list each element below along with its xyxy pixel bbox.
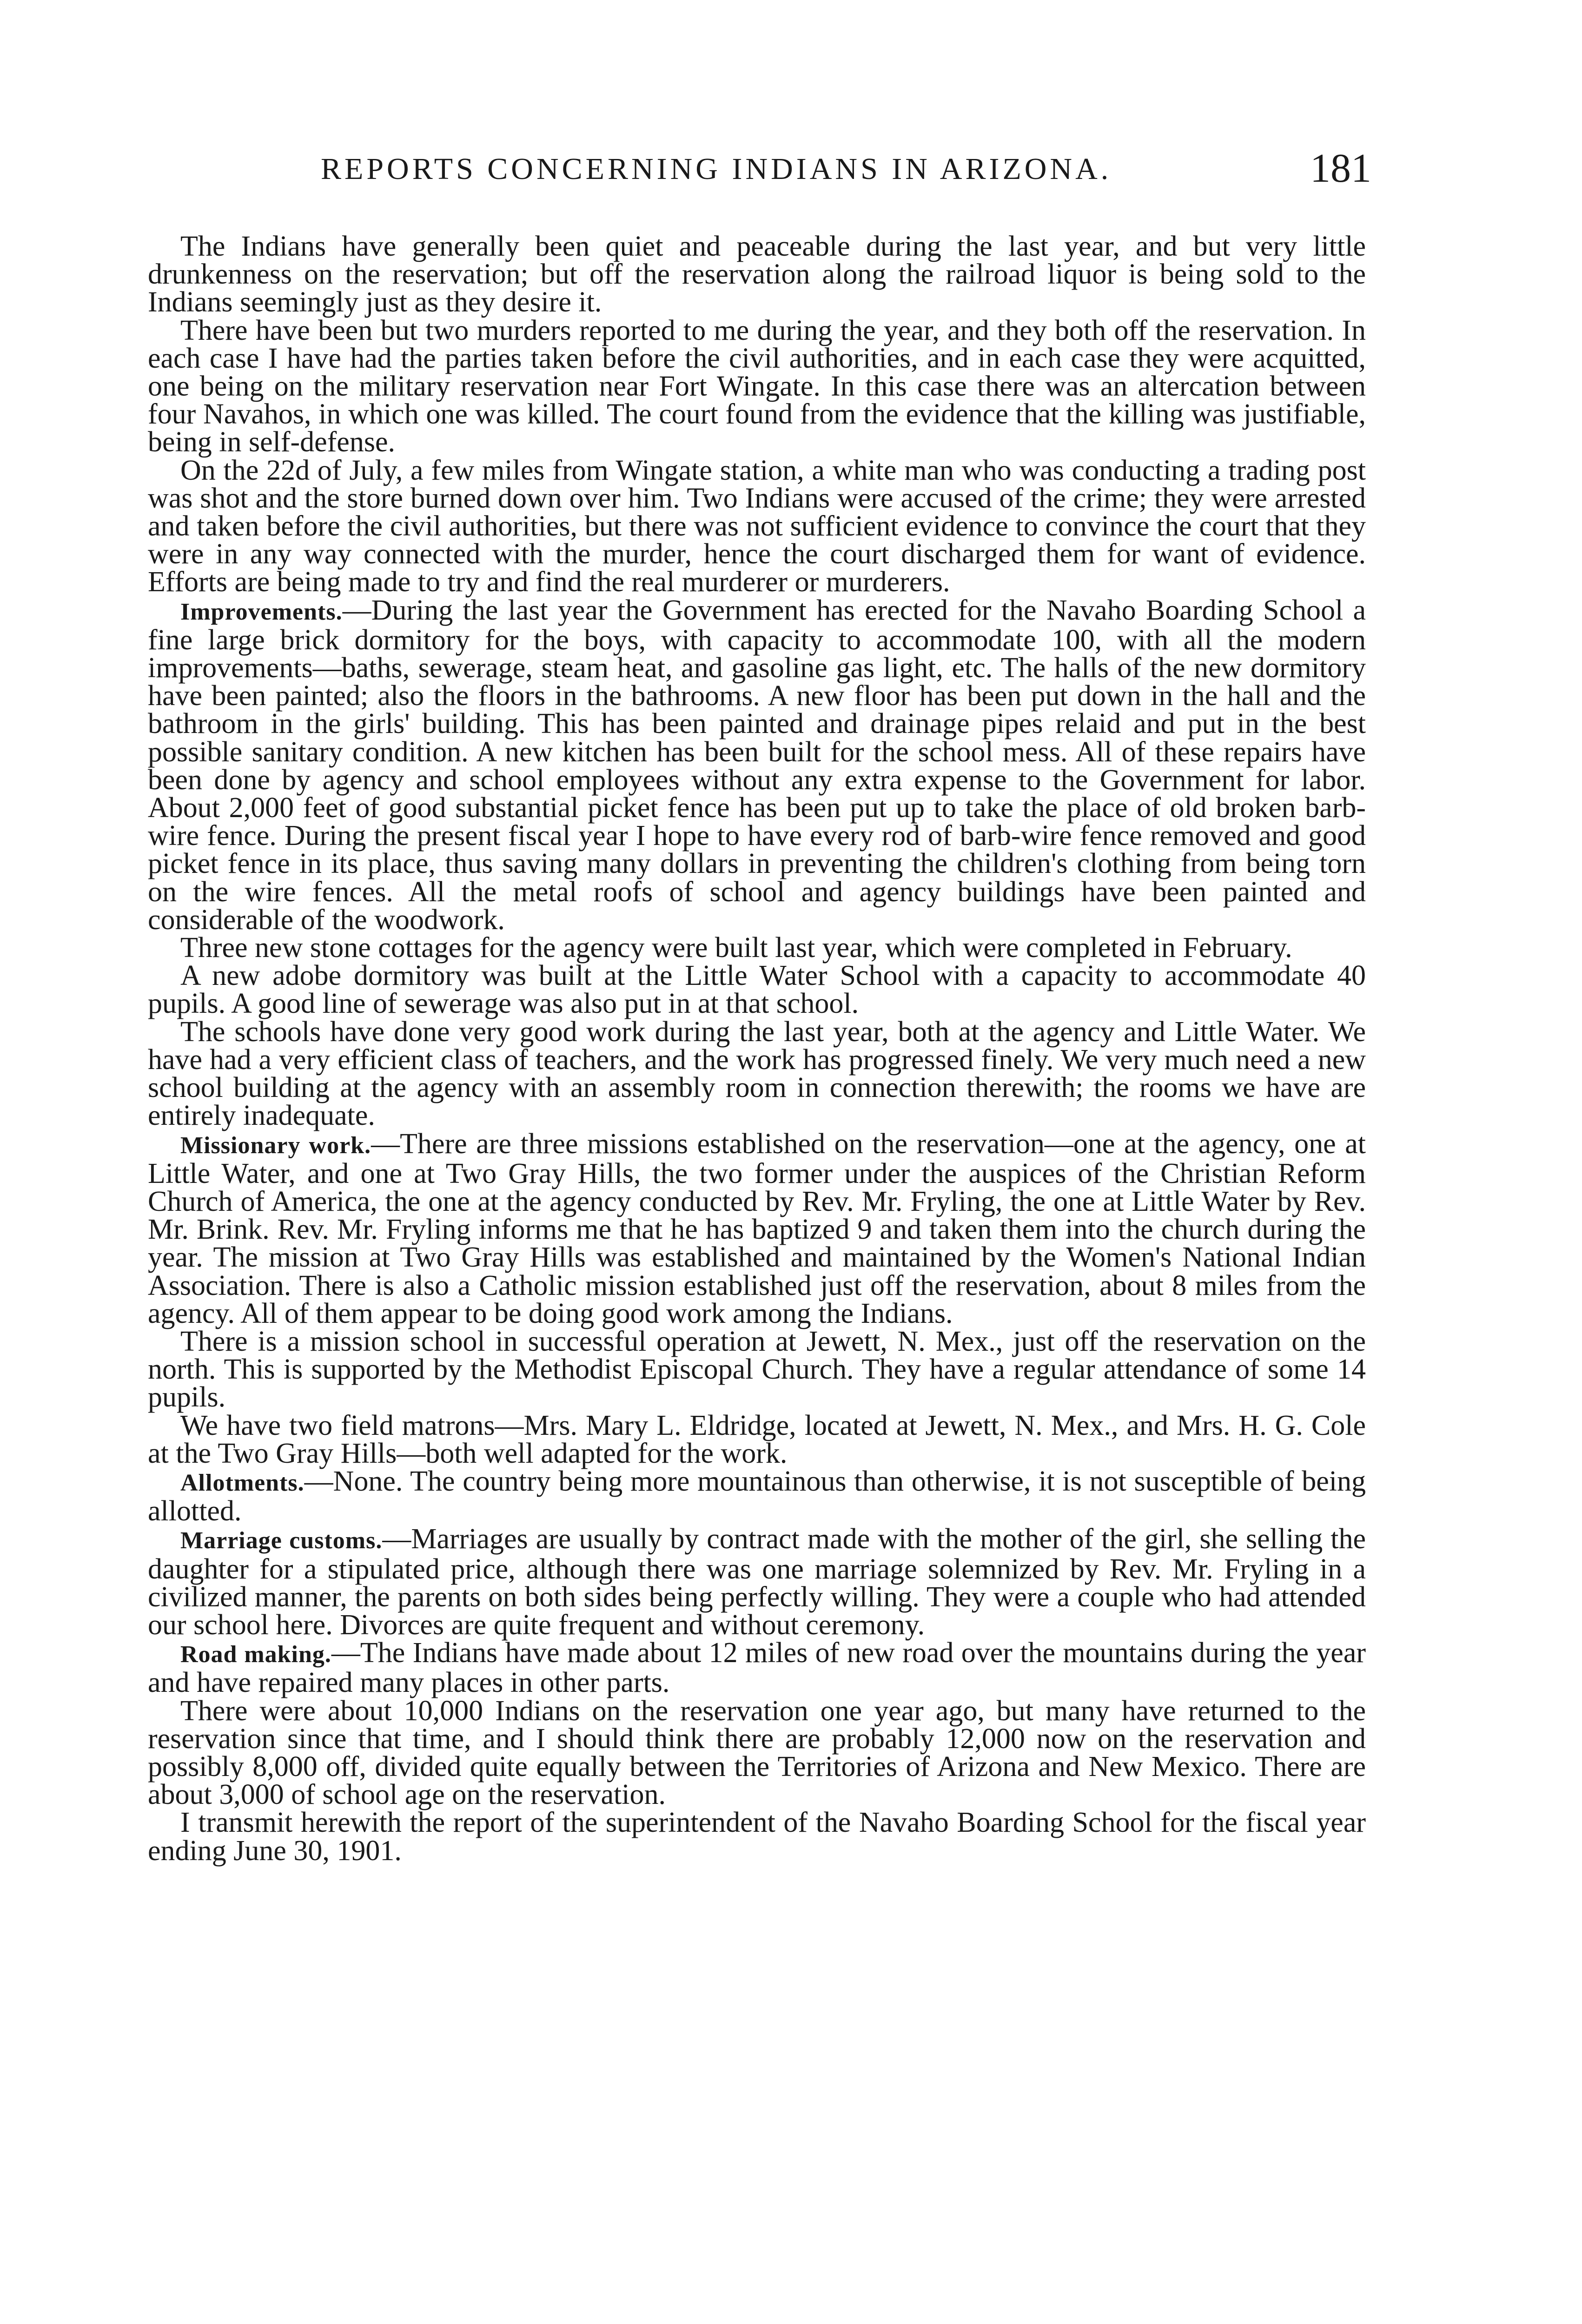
paragraph-text: A new adobe dormitory was built at the Little Water School with a capacity to accommodate 40 pupils. A good line of sewerage was also put in at that school.	[148, 960, 1366, 1020]
paragraph-transmittal	[148, 1807, 1366, 1867]
paragraph-schools	[148, 1018, 1366, 1130]
section-heading: Road making.	[180, 1641, 331, 1668]
section-heading: Allotments.	[180, 1469, 304, 1496]
running-head: REPORTS CONCERNING INDIANS IN ARIZONA.	[321, 152, 1112, 186]
paragraph-text: Three new stone cottages for the agency were built last year, which were completed in February.	[180, 932, 1292, 964]
paragraph-mission-school	[148, 1327, 1366, 1412]
page-number: 181	[1310, 146, 1371, 191]
paragraph-murders	[148, 314, 1366, 458]
section-heading: Marriage customs.	[180, 1527, 383, 1554]
paragraph-text: There have been but two murders reported to me during the year, and they both off the reservation. In each case I have had the parties taken before the civil authorities, and in each case they were acquitted, one being on the military reservation near Fort Wingate. In this case there was an altercation between four Navahos, in which one was killed. The court found from the evidence that the killing was justifiable, being in self-defense.	[148, 314, 1366, 458]
paragraph-text: There is a mission school in successful operation at Jewett, N. Mex., just off the reservation on the north. This is supported by the Methodist Episcopal Church. They have a regular attendance of some 14 pupils.	[148, 1325, 1366, 1413]
section-heading: Missionary work.	[180, 1132, 371, 1159]
paragraph-drunkenness	[148, 232, 1366, 317]
paragraph-text: On the 22d of July, a few miles from Wingate station, a white man who was conducting a trading post was shot and the store burned down over him. Two Indians were accused of the crime; they were arrested and taken before the civil authorities, but there was not sufficient evidence to convince the court that they were in any way connected with the murder, hence the court discharged them for want of evidence. Efforts are being made to try and find the real murderer or murderers.	[148, 454, 1366, 598]
paragraph-stone-cottages	[148, 934, 1366, 962]
paragraph-road-making	[148, 1639, 1366, 1697]
paragraph-text: —None. The country being more mountainous than otherwise, it is not susceptible of being allotted.	[148, 1465, 1366, 1527]
paragraph-text: We have two field matrons—Mrs. Mary L. Eldridge, located at Jewett, N. Mex., and Mrs. H. G. Cole at the Two Gray Hills—both well adapted for the work.	[148, 1409, 1366, 1469]
paragraph-text: —Marriages are usually by contract made with the mother of the girl, she selling the daughter for a stipulated price, although there was one marriage solemnized by Rev. Mr. Fryling in a civilized manner, the parents on both sides being perfectly willing. They were a couple who had attended our school here. Divorces are quite frequent and without ceremony.	[148, 1523, 1366, 1641]
paragraph-text: —There are three missions established on the reservation—one at the agency, one at Little Water, and one at Two Gray Hills, the two former under the auspices of the Christian Reform Church of America, the one at the agency conducted by Rev. Mr. Fryling, the one at Little Water by Rev. Mr. Brink. Rev. Mr. Fryling informs me that he has baptized 9 and taken them into the church during the year. The mission at Two Gray Hills was established and maintained by the Women's National Indian Association. There is also a Catholic mission established just off the reservation, about 8 miles from the agency. All of them appear to be doing good work among the Indians.	[148, 1128, 1366, 1329]
paragraph-text: The schools have done very good work during the last year, both at the agency and Little Water. We have had a very efficient class of teachers, and the work has progressed finely. We very much need a new school building at the agency with an assembly room in connection therewith; the rooms we have are entirely inadequate.	[148, 1016, 1366, 1132]
body-text	[148, 232, 1366, 1865]
paragraph-trading-post	[148, 456, 1366, 596]
paragraph-marriage-customs	[148, 1525, 1366, 1639]
paragraph-missionary-work	[148, 1130, 1366, 1327]
paragraph-text: —During the last year the Government has erected for the Navaho Boarding School a fine large brick dormitory for the boys, with capacity to accommodate 100, with all the modern improvements—baths, sewerage, steam heat, and gasoline gas light, etc. The halls of the new dormitory have been painted; also the floors in the bathrooms. A new floor has been put down in the hall and the bathroom in the girls' building. This has been painted and drainage pipes relaid and put in the best possible sanitary condition. A new kitchen has been built for the school mess. All of these repairs have been done by agency and school employees without any extra expense to the Government for labor. About 2,000 feet of good substantial picket fence has been put up to take the place of old broken barb-wire fence. During the present fiscal year I hope to have every rod of barb-wire fence removed and good picket fence in its place, thus saving many dollars in preventing the children's clothing from being torn on the wire fences. All the metal roofs of school and agency buildings have been painted and considerable of the woodwork.	[148, 594, 1366, 936]
paragraph-adobe-dormitory	[148, 960, 1366, 1020]
page-header	[321, 145, 1371, 201]
paragraph-allotments	[148, 1467, 1366, 1525]
paragraph-text: The Indians have generally been quiet and peaceable during the last year, and but very little drunkenness on the reservation; but off the reservation along the railroad liquor is being sold to the Indians seemingly just as they desire it.	[148, 231, 1366, 318]
paragraph-field-matrons	[148, 1409, 1366, 1469]
section-heading: Improvements.	[180, 598, 343, 625]
paragraph-population	[148, 1697, 1366, 1809]
paragraph-text: I transmit herewith the report of the superintendent of the Navaho Boarding School for the fiscal year ending June 30, 1901.	[148, 1807, 1366, 1867]
paragraph-text: There were about 10,000 Indians on the reservation one year ago, but many have returned to the reservation since that time, and I should think there are probably 12,000 now on the reservation and possibly 8,000 off, divided quite equally between the Territories of Arizona and New Mexico. There are about 3,000 of school age on the reservation.	[148, 1695, 1366, 1811]
paragraph-text: —The Indians have made about 12 miles of new road over the mountains during the year and have repaired many places in other parts.	[148, 1637, 1366, 1699]
paragraph-improvements	[148, 596, 1366, 934]
